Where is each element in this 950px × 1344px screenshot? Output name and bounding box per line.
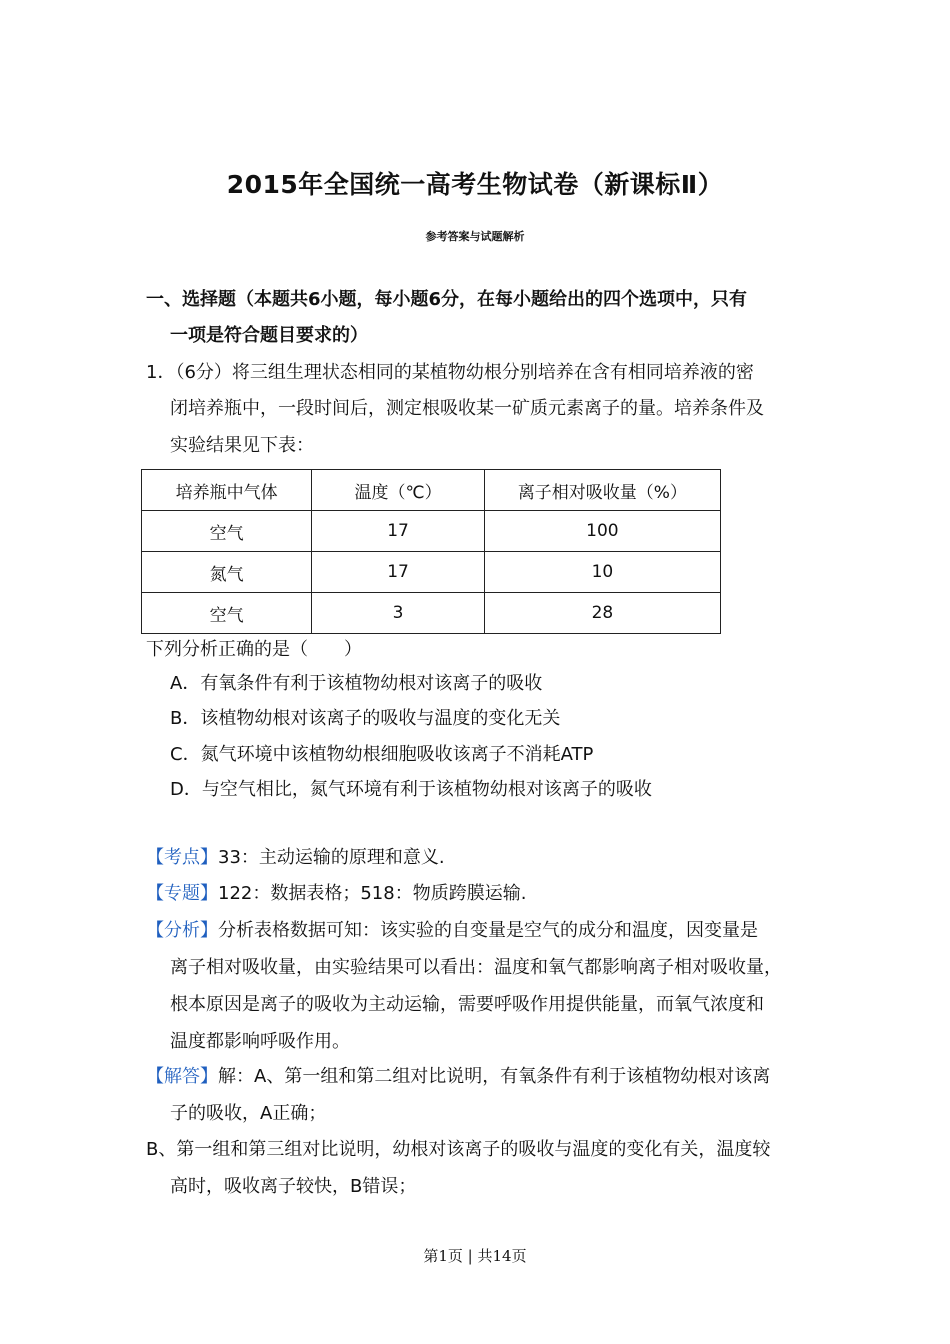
option-d: D．与空气相比，氮气环境有利于该植物幼根对该离子的吸收: [170, 779, 652, 800]
table-header-cell: 培养瓶中气体: [142, 470, 312, 511]
table-cell: 28: [484, 593, 720, 634]
table-row: [142, 593, 721, 634]
table-cell: 17: [312, 511, 484, 552]
jieda-tag: 【解答】: [146, 1066, 218, 1087]
fenxi-line3: 根本原因是离子的吸收为主动运输，需要呼吸作用提供能量，而氧气浓度和: [170, 994, 764, 1015]
zhuanti-tag: 【专题】: [146, 883, 218, 904]
fenxi-line1: [146, 919, 758, 943]
fenxi-tag: 【分析】: [146, 920, 218, 941]
option-a: A．有氧条件有利于该植物幼根对该离子的吸收: [170, 673, 543, 694]
table-cell: 100: [484, 511, 720, 552]
page-subtitle: 参考答案与试题解析: [425, 230, 525, 243]
table-row: [142, 511, 721, 552]
option-b-explanation-line2: 高时，吸收离子较快，B错误；: [170, 1176, 417, 1197]
page-footer: 第1页 | 共14页: [423, 1247, 527, 1265]
fenxi-line4: 温度都影响呼吸作用。: [170, 1031, 350, 1052]
table-header-cell: 离子相对吸收量（%）: [484, 470, 720, 511]
table-header-cell: 温度（℃）: [312, 470, 484, 511]
table-row: [142, 552, 721, 593]
page-title: 2015年全国统一高考生物试卷（新课标Ⅱ）: [226, 170, 724, 199]
table-cell: 空气: [142, 593, 312, 634]
jieda-text: 解：A、第一组和第二组对比说明，有氧条件有利于该植物幼根对该离: [218, 1066, 771, 1087]
section-heading-line1: 一、选择题（本题共6小题，每小题6分，在每小题给出的四个选项中，只有: [146, 289, 748, 310]
question-line1: 1．（6分）将三组生理状态相同的某植物幼根分别培养在含有相同培养液的密: [146, 362, 754, 383]
table-cell: 氮气: [142, 552, 312, 593]
table-cell: 3: [312, 593, 484, 634]
jieda-line1: [146, 1065, 770, 1089]
question-prompt: 下列分析正确的是（ ）: [146, 639, 362, 660]
option-b: B．该植物幼根对该离子的吸收与温度的变化无关: [170, 708, 561, 729]
fenxi-line2: 离子相对吸收量，由实验结果可以看出：温度和氧气都影响离子相对吸收量，: [170, 957, 782, 978]
jieda-line2: 子的吸收，A正确；: [170, 1103, 327, 1124]
kaodian-tag: 【考点】: [146, 847, 218, 868]
table-cell: 17: [312, 552, 484, 593]
table-cell: 10: [484, 552, 720, 593]
question-line3: 实验结果见下表：: [170, 435, 314, 456]
option-c: C．氮气环境中该植物幼根细胞吸收该离子不消耗ATP: [170, 744, 594, 765]
zhuanti-text: 122：数据表格；518：物质跨膜运输.: [218, 883, 527, 904]
kaodian-text: 33：主动运输的原理和意义.: [218, 847, 445, 868]
zhuanti-line: [146, 882, 526, 906]
kaodian-line: [146, 846, 445, 870]
table-header-row: [142, 470, 721, 511]
fenxi-text: 分析表格数据可知：该实验的自变量是空气的成分和温度，因变量是: [218, 920, 758, 941]
results-table: [141, 469, 721, 634]
question-line2: 闭培养瓶中，一段时间后，测定根吸收某一矿质元素离子的量。培养条件及: [170, 398, 764, 419]
table-cell: 空气: [142, 511, 312, 552]
option-b-explanation-line1: B、第一组和第三组对比说明，幼根对该离子的吸收与温度的变化有关，温度较: [146, 1139, 771, 1160]
section-heading-line2: 一项是符合题目要求的）: [170, 325, 368, 346]
